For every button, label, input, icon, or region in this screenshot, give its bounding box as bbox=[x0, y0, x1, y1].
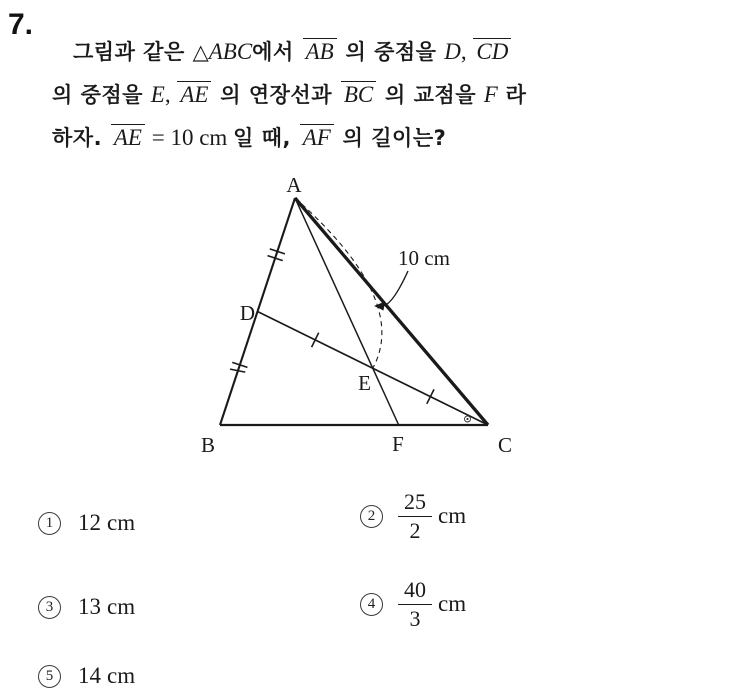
math-overline-term: AE bbox=[177, 81, 211, 107]
text-segment: 의 중점을 bbox=[337, 40, 445, 64]
choice-5-value: 14 bbox=[78, 663, 101, 688]
tick-de bbox=[312, 333, 319, 347]
text-segment: 에서 bbox=[252, 40, 302, 64]
text-segment: , bbox=[460, 39, 473, 64]
fraction-denominator: 3 bbox=[409, 606, 421, 632]
annotation-arrow bbox=[382, 271, 408, 306]
segment-af bbox=[295, 198, 399, 425]
math-term: F bbox=[483, 82, 498, 107]
label-point-d: D bbox=[239, 301, 255, 325]
text-segment: 의 연장선과 bbox=[212, 83, 340, 107]
choice-3-circled-number: 3 bbox=[38, 596, 61, 619]
side-ca-bold bbox=[295, 198, 488, 425]
choice-5-circled-number: 5 bbox=[38, 665, 61, 688]
math-overline-term: AE bbox=[111, 124, 145, 150]
tick-ec bbox=[427, 389, 434, 403]
math-term: ABC bbox=[208, 39, 253, 64]
text-segment: 의 중점을 bbox=[52, 83, 151, 107]
fraction-bar bbox=[398, 604, 432, 605]
math-term: D bbox=[444, 39, 461, 64]
choice-2-fraction bbox=[398, 489, 432, 544]
choice-4-fraction bbox=[398, 577, 432, 632]
choice-4-unit: cm bbox=[438, 591, 467, 617]
math-overline-term: CD bbox=[473, 38, 511, 64]
annotation-arrowhead bbox=[374, 302, 385, 311]
choice-2-unit: cm bbox=[438, 503, 467, 529]
length-annotation: 10 cm bbox=[398, 246, 450, 270]
choice-4-circled-number: 4 bbox=[360, 593, 383, 616]
choice-3-value: 13 bbox=[78, 594, 101, 619]
text-segment: 의 교점을 bbox=[377, 83, 484, 107]
choice-5-unit: cm bbox=[107, 663, 136, 688]
choice-4 bbox=[360, 577, 466, 632]
choice-1-value: 12 bbox=[78, 510, 101, 535]
fraction-denominator: 2 bbox=[409, 518, 421, 544]
math-term: E bbox=[150, 82, 165, 107]
fraction-numerator: 25 bbox=[404, 489, 426, 514]
fraction-bar bbox=[398, 516, 432, 517]
choice-1-unit: cm bbox=[107, 510, 136, 535]
problem-number: 7. bbox=[8, 8, 34, 41]
choice-2-circled-number: 2 bbox=[360, 505, 383, 528]
problem-line-3 bbox=[36, 104, 446, 170]
choice-3 bbox=[38, 594, 135, 620]
choice-1 bbox=[38, 510, 135, 536]
math-overline-term: AF bbox=[300, 124, 334, 150]
fraction-numerator: 40 bbox=[404, 577, 426, 602]
triangle-symbol: △ bbox=[192, 40, 209, 64]
text-segment: 일 때, bbox=[233, 126, 299, 150]
math-overline-term: BC bbox=[341, 81, 376, 107]
text-segment: , bbox=[164, 82, 177, 107]
text-segment: 의 길이는? bbox=[334, 126, 447, 150]
label-vertex-b: B bbox=[200, 433, 216, 457]
angle-mark-c-dot bbox=[466, 418, 468, 420]
label-vertex-a: A bbox=[286, 173, 302, 197]
triangle-figure bbox=[150, 162, 540, 462]
text-segment: 하자. bbox=[52, 126, 110, 150]
choice-2 bbox=[360, 489, 466, 544]
choice-3-unit: cm bbox=[107, 594, 136, 619]
math-overline-term: AB bbox=[303, 38, 337, 64]
label-point-f: F bbox=[392, 432, 404, 456]
choice-5 bbox=[38, 663, 135, 689]
text-segment: 그림과 같은 bbox=[73, 40, 193, 64]
equation-segment: = 10 cm bbox=[145, 125, 234, 150]
label-vertex-c: C bbox=[497, 433, 513, 457]
text-segment: 라 bbox=[497, 83, 527, 107]
label-point-e: E bbox=[358, 371, 371, 395]
choice-1-circled-number: 1 bbox=[38, 512, 61, 535]
